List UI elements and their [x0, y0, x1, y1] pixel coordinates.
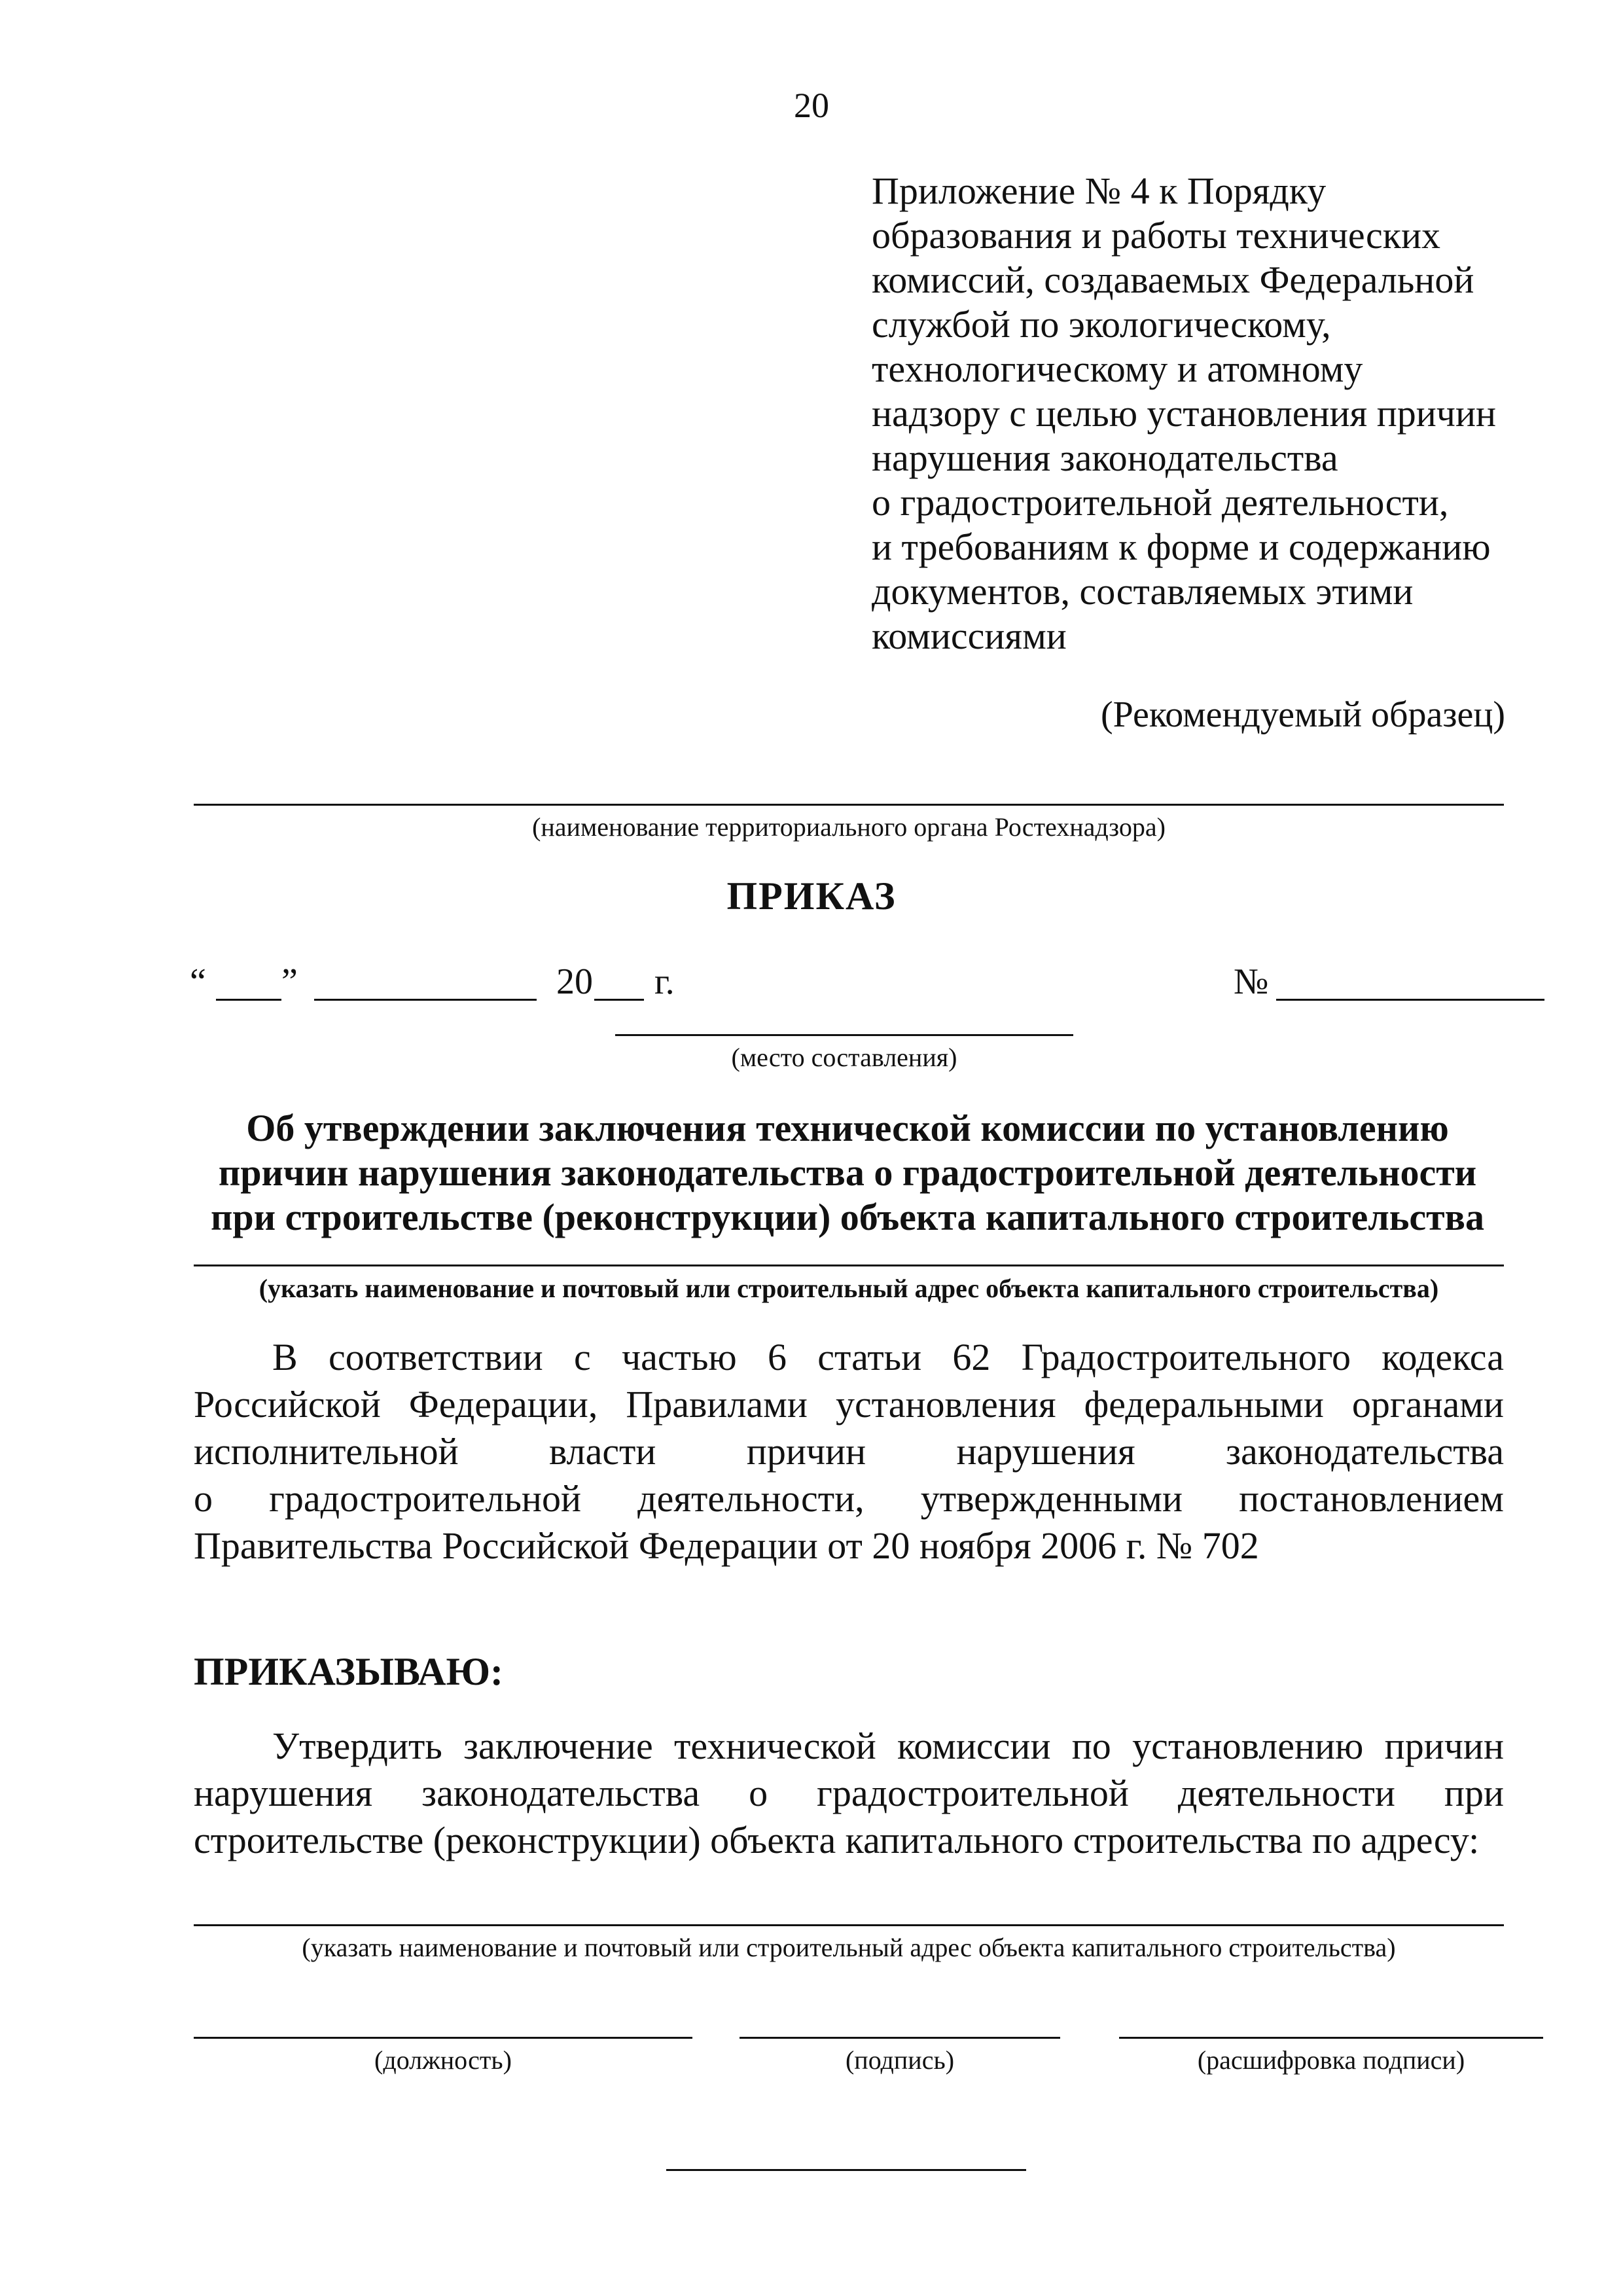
subject-line: Об утверждении заключения технической комиссии по установлению	[246, 1107, 1449, 1149]
preamble-line: исполнительной власти причин нарушения законодательства	[194, 1430, 1504, 1473]
place-line[interactable]	[615, 1034, 1073, 1036]
order-line: нарушения законодательства о градостроительной деятельности при	[194, 1772, 1504, 1814]
year-blank[interactable]	[594, 999, 644, 1001]
number-sign: №	[1234, 961, 1269, 1002]
object-name-line-1[interactable]	[194, 1265, 1504, 1266]
object-caption-2: (указать наименование и почтовый или строительный адрес объекта капитального строительства)	[302, 1933, 1396, 1962]
preamble-line: Правительства Российской Федерации от 20 ноября 2006 г. № 702	[194, 1524, 1259, 1567]
order-subject	[196, 1106, 1499, 1240]
day-blank[interactable]	[216, 999, 281, 1001]
place-caption: (место составления)	[731, 1043, 957, 1072]
open-quote: “	[190, 961, 206, 1002]
authority-caption: (наименование территориального органа Ростехнадзора)	[532, 812, 1166, 842]
close-quote: ”	[281, 961, 298, 1002]
year-suffix: г.	[654, 961, 675, 1002]
decoding-line[interactable]	[1119, 2037, 1543, 2039]
signature-line[interactable]	[740, 2037, 1060, 2039]
closing-separator	[666, 2169, 1026, 2171]
position-line[interactable]	[194, 2037, 692, 2039]
order-paragraph	[194, 1723, 1504, 1864]
appendix-line: комиссиями	[872, 615, 1067, 657]
position-caption: (должность)	[374, 2045, 512, 2075]
order-line: строительстве (реконструкции) объекта капитального строительства по адресу:	[194, 1819, 1480, 1861]
appendix-line: службой по экологическому,	[872, 303, 1331, 346]
appendix-header	[872, 169, 1552, 658]
sample-note: (Рекомендуемый образец)	[1100, 694, 1505, 735]
preamble-line: В соответствии с частью 6 статьи 62 Градостроительного кодекса	[272, 1336, 1504, 1378]
authority-name-line[interactable]	[194, 804, 1504, 806]
preamble-paragraph	[194, 1334, 1504, 1570]
appendix-line: образования и работы технических	[872, 214, 1441, 257]
month-blank[interactable]	[314, 999, 537, 1001]
appendix-line: о градостроительной деятельности,	[872, 481, 1449, 524]
appendix-line: надзору с целью установления причин	[872, 392, 1497, 435]
signature-caption: (подпись)	[845, 2045, 955, 2075]
appendix-line: комиссий, создаваемых Федеральной	[872, 259, 1474, 301]
decree-word: ПРИКАЗЫВАЮ:	[194, 1650, 504, 1693]
subject-line: при строительстве (реконструкции) объекта капитального строительства	[211, 1196, 1484, 1238]
object-caption-1: (указать наименование и почтовый или строительный адрес объекта капитального строительства)	[259, 1274, 1439, 1303]
appendix-line: Приложение № 4 к Порядку	[872, 170, 1327, 212]
document-title: ПРИКАЗ	[726, 874, 897, 918]
number-blank[interactable]	[1276, 999, 1544, 1001]
order-line: Утвердить заключение технической комиссии по установлению причин	[272, 1725, 1504, 1767]
decoding-caption: (расшифровка подписи)	[1197, 2045, 1465, 2075]
page-number: 20	[794, 86, 829, 125]
preamble-line: Российской Федерации, Правилами установления федеральными органами	[194, 1383, 1504, 1426]
year-prefix: 20	[556, 961, 593, 1002]
appendix-line: документов, составляемых этими	[872, 570, 1414, 613]
object-name-line-2[interactable]	[194, 1924, 1504, 1926]
appendix-line: и требованиям к форме и содержанию	[872, 526, 1491, 568]
preamble-line: о градостроительной деятельности, утвержденными постановлением	[194, 1477, 1504, 1520]
appendix-line: нарушения законодательства	[872, 437, 1338, 479]
subject-line: причин нарушения законодательства о градостроительной деятельности	[218, 1151, 1477, 1194]
appendix-line: технологическому и атомному	[872, 348, 1363, 390]
